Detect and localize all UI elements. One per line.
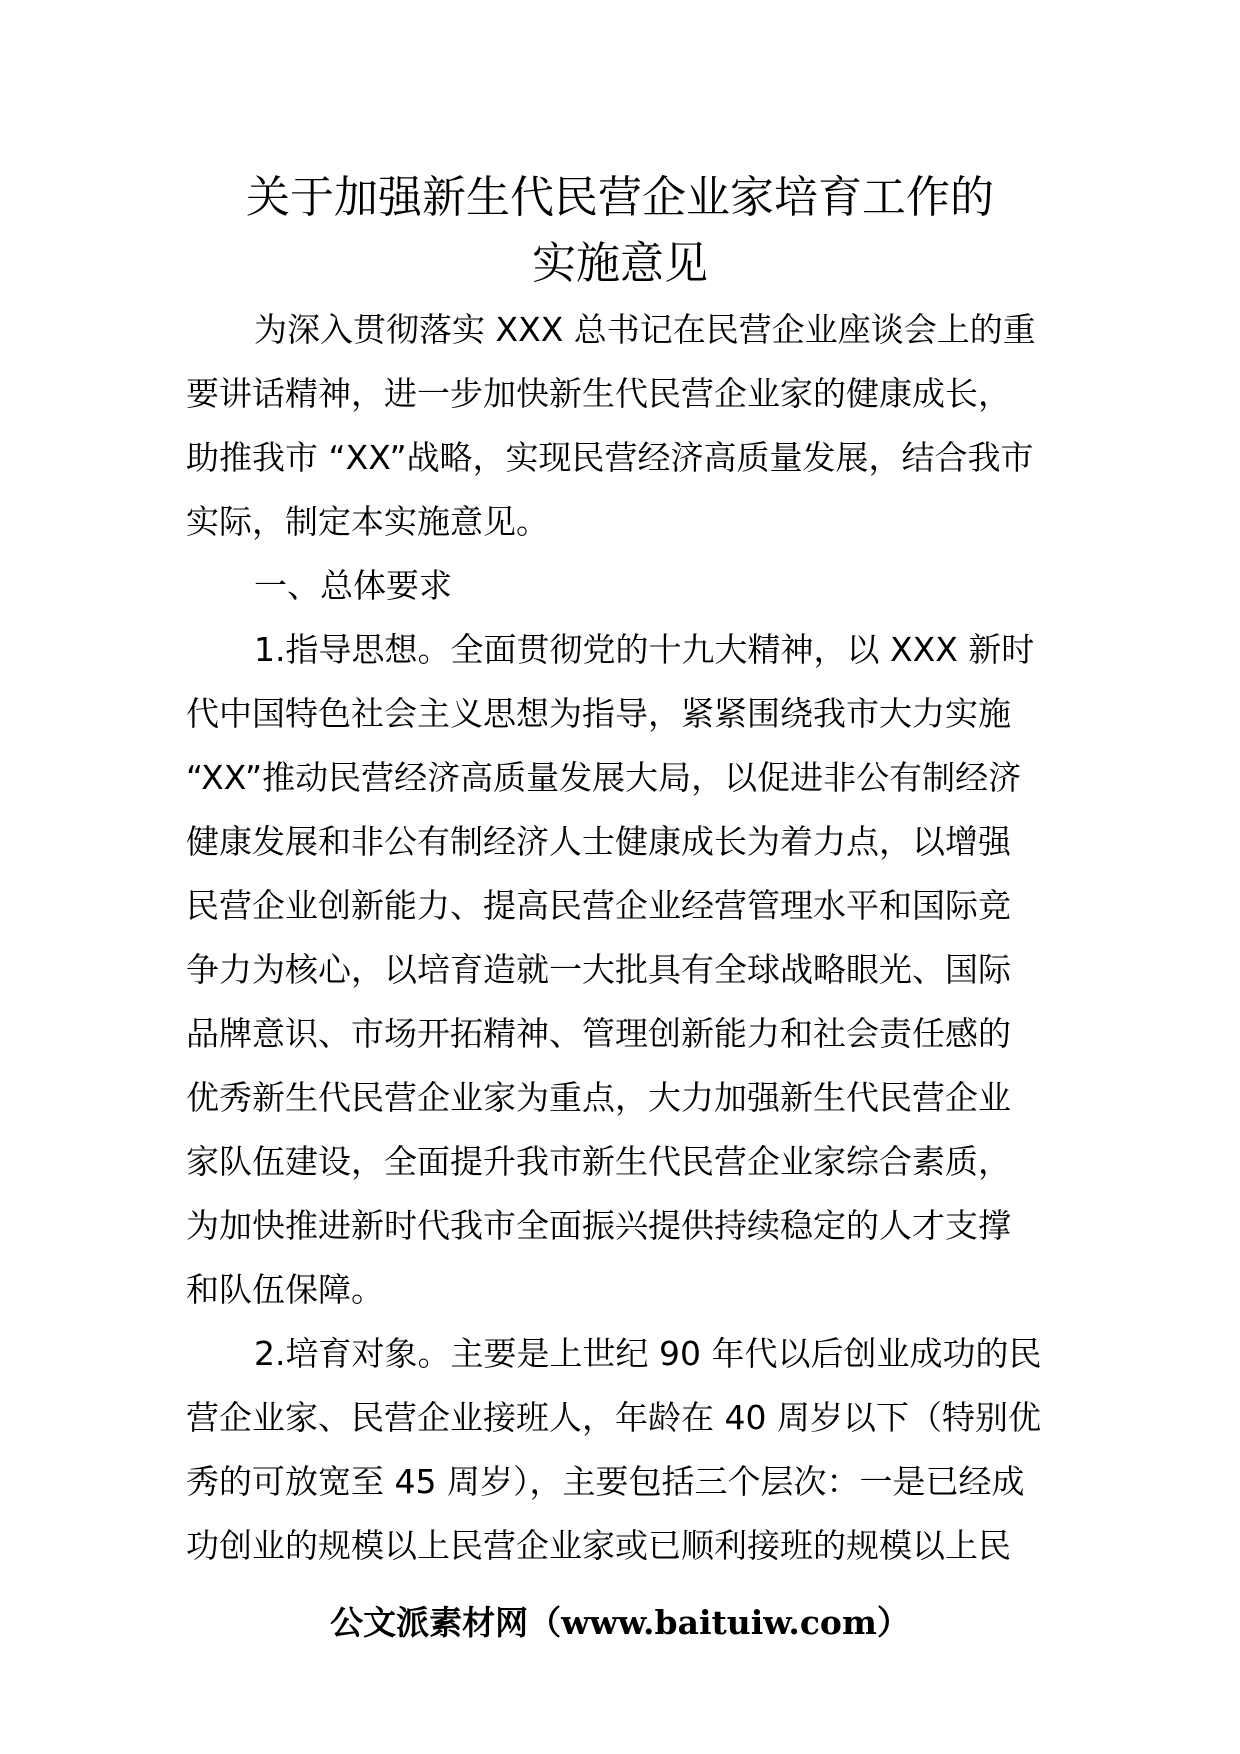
paragraph-guiding-thought-line: 品牌意识、市场开拓精神、管理创新能力和社会责任感的	[186, 1014, 1011, 1053]
paragraph-intro-line: 实际，制定本实施意见。	[186, 502, 549, 541]
paragraph-guiding-thought-line: 和队伍保障。	[186, 1270, 384, 1309]
paragraph-intro-line: 助推我市 “XX”战略，实现民营经济高质量发展，结合我市	[186, 438, 1034, 477]
paragraph-guiding-thought-line: 健康发展和非公有制经济人士健康成长为着力点，以增强	[186, 822, 1011, 861]
paragraph-target-line: 营企业家、民营企业接班人，年龄在 40 周岁以下（特别优	[186, 1398, 1041, 1437]
document-title-line-1: 关于加强新生代民营企业家培育工作的	[246, 172, 994, 223]
paragraph-guiding-thought-line: 优秀新生代民营企业家为重点，大力加强新生代民营企业	[186, 1078, 1011, 1117]
document-title-line-2: 实施意见	[532, 238, 708, 289]
paragraph-target-line: 功创业的规模以上民营企业家或已顺利接班的规模以上民	[186, 1526, 1011, 1565]
paragraph-intro-line: 要讲话精神，进一步加快新生代民营企业家的健康成长，	[186, 374, 1011, 413]
document-body	[186, 298, 1054, 1578]
paragraph-guiding-thought-line: 代中国特色社会主义思想为指导，紧紧围绕我市大力实施	[186, 694, 1011, 733]
paragraph-guiding-thought-line: 家队伍建设，全面提升我市新生代民营企业家综合素质，	[186, 1142, 1011, 1181]
paragraph-intro-line: 为深入贯彻落实 XXX 总书记在民营企业座谈会上的重	[254, 310, 1036, 349]
section-heading: 一、总体要求	[254, 566, 452, 605]
paragraph-guiding-thought-line: 1.指导思想。全面贯彻党的十九大精神，以 XXX 新时	[254, 630, 1035, 669]
paragraph-guiding-thought-line: “XX”推动民营经济高质量发展大局，以促进非公有制经济	[186, 758, 1022, 797]
paragraph-target-line: 2.培育对象。主要是上世纪 90 年代以后创业成功的民	[254, 1334, 1042, 1373]
paragraph-guiding-thought-line: 为加快推进新时代我市全面振兴提供持续稳定的人才支撑	[186, 1206, 1011, 1245]
paragraph-target-line: 秀的可放宽至 45 周岁），主要包括三个层次：一是已经成	[186, 1462, 1025, 1501]
paragraph-guiding-thought-line: 民营企业创新能力、提高民营企业经营管理水平和国际竞	[186, 886, 1011, 925]
paragraph-guiding-thought-line: 争力为核心，以培育造就一大批具有全球战略眼光、国际	[186, 950, 1011, 989]
footer-watermark-text: 公文派素材网（www.baituiw.com）	[330, 1603, 910, 1642]
